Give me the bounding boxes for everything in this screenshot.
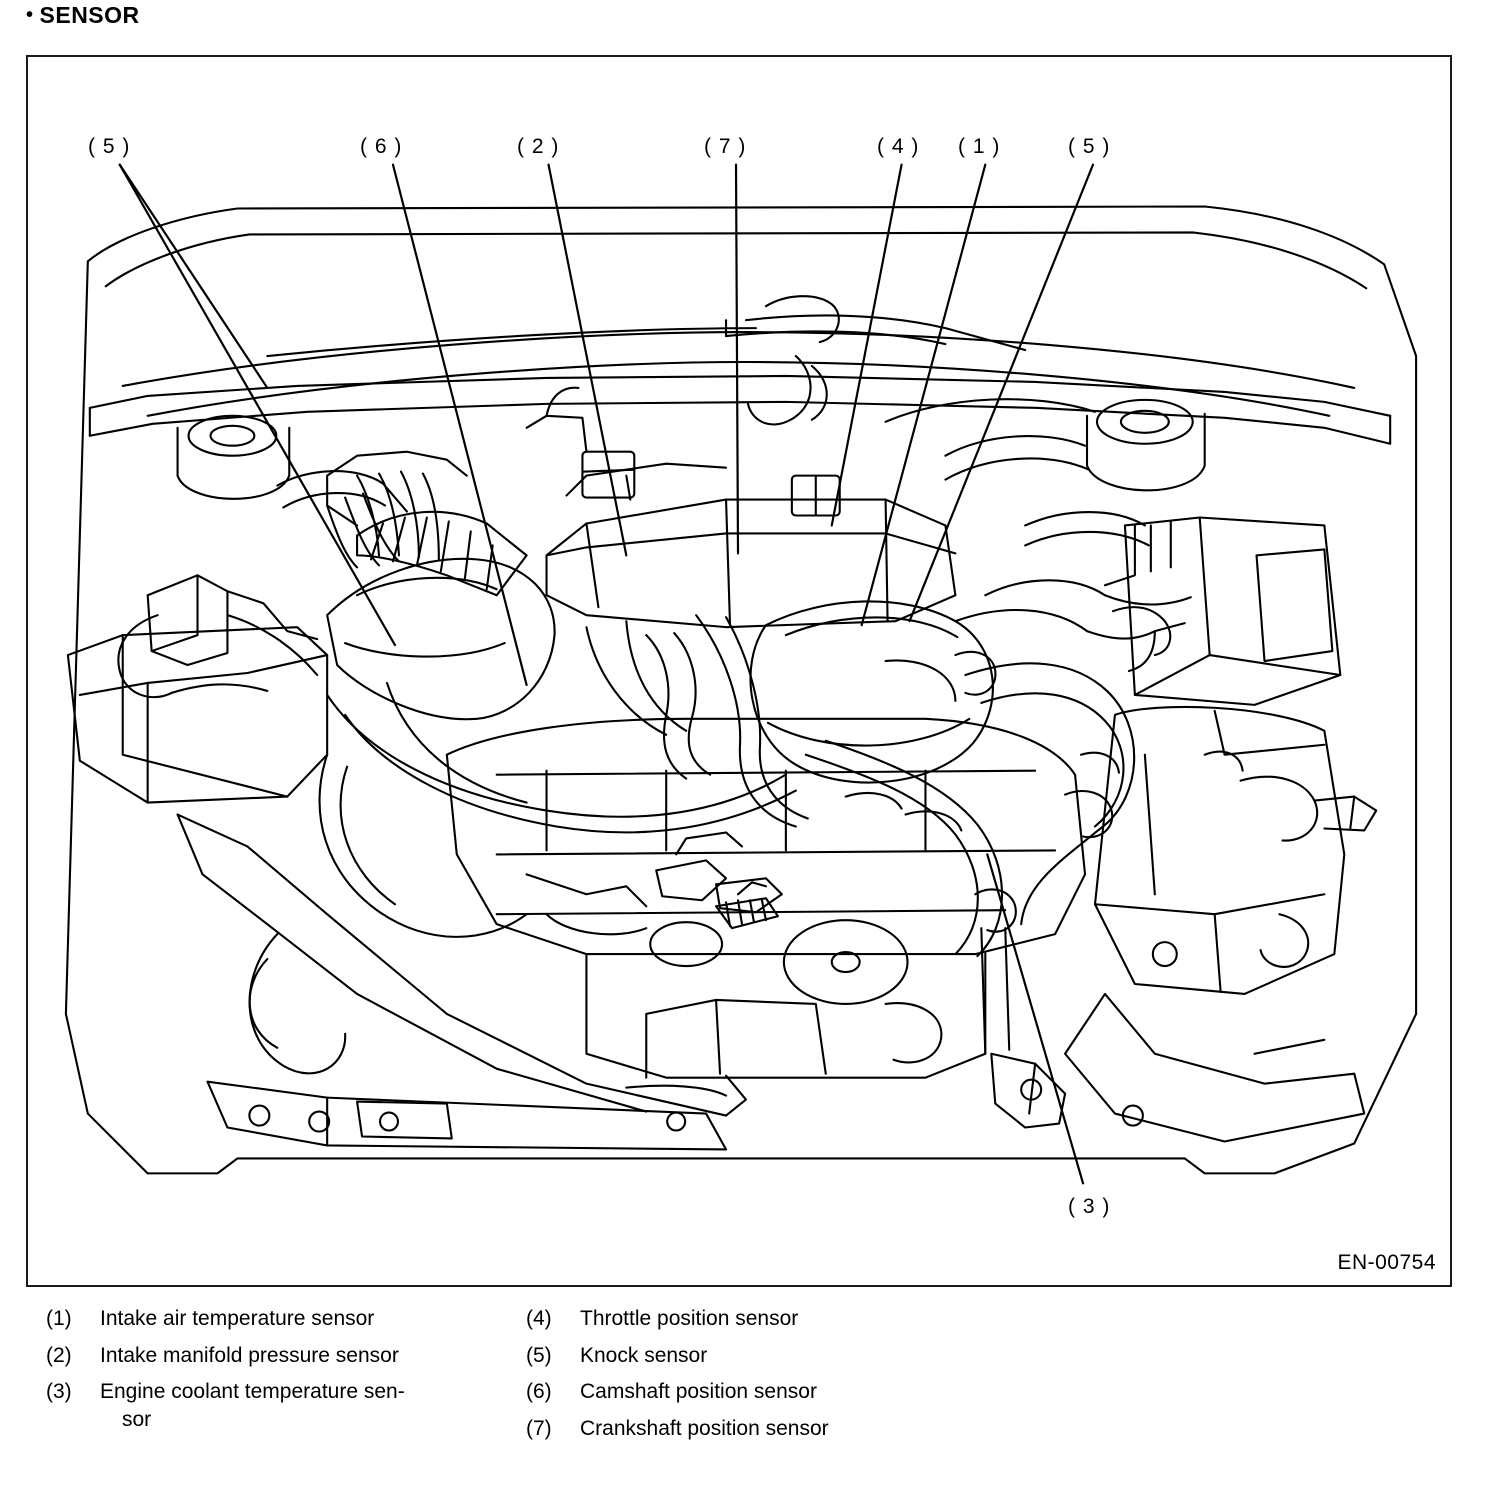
legend-number-3: (3) xyxy=(46,1380,72,1404)
legend-item-7 xyxy=(526,1415,1026,1443)
legend-number-2: (2) xyxy=(46,1343,72,1367)
callout-7: ( 7 ) xyxy=(704,135,747,158)
legend-item-3 xyxy=(46,1378,516,1433)
legend-item-4 xyxy=(526,1305,1026,1333)
legend-item-5 xyxy=(526,1342,1026,1370)
legend-column-left xyxy=(46,1305,516,1443)
legend-label-6: Camshaft position sensor xyxy=(580,1380,817,1404)
callout-5-right: ( 5 ) xyxy=(1068,135,1111,158)
legend xyxy=(26,1305,1452,1485)
legend-item-2 xyxy=(46,1342,516,1370)
legend-label-3-line2: sor xyxy=(122,1408,152,1432)
callout-6: ( 6 ) xyxy=(360,135,403,158)
figure-id: EN-00754 xyxy=(1337,1251,1436,1274)
legend-number-1: (1) xyxy=(46,1307,72,1330)
legend-label-4: Throttle position sensor xyxy=(580,1307,799,1330)
callout-5-left: ( 5 ) xyxy=(88,135,131,158)
legend-label-2: Intake manifold pressure sensor xyxy=(100,1343,399,1367)
section-heading xyxy=(26,2,140,29)
legend-label-3 xyxy=(100,1378,516,1433)
legend-item-1 xyxy=(46,1305,516,1333)
figure-frame xyxy=(26,55,1452,1287)
legend-label-1: Intake air temperature sensor xyxy=(100,1307,375,1330)
callout-leader-lines xyxy=(28,57,1450,1285)
legend-column-right xyxy=(526,1305,1026,1452)
legend-label-7: Crankshaft position sensor xyxy=(580,1417,829,1441)
bullet-icon: • xyxy=(26,4,34,26)
legend-number-4: (4) xyxy=(526,1307,552,1330)
legend-label-5: Knock sensor xyxy=(580,1343,708,1367)
legend-number-6: (6) xyxy=(526,1380,552,1404)
legend-number-5: (5) xyxy=(526,1343,552,1367)
legend-item-6 xyxy=(526,1378,1026,1406)
section-title: SENSOR xyxy=(39,2,140,28)
legend-number-7: (7) xyxy=(526,1417,552,1441)
callout-1: ( 1 ) xyxy=(958,135,1001,158)
callout-4: ( 4 ) xyxy=(877,135,920,158)
callout-3: ( 3 ) xyxy=(1068,1195,1111,1218)
legend-label-3-line1: Engine coolant temperature sen- xyxy=(100,1380,405,1404)
callout-2: ( 2 ) xyxy=(517,135,560,158)
